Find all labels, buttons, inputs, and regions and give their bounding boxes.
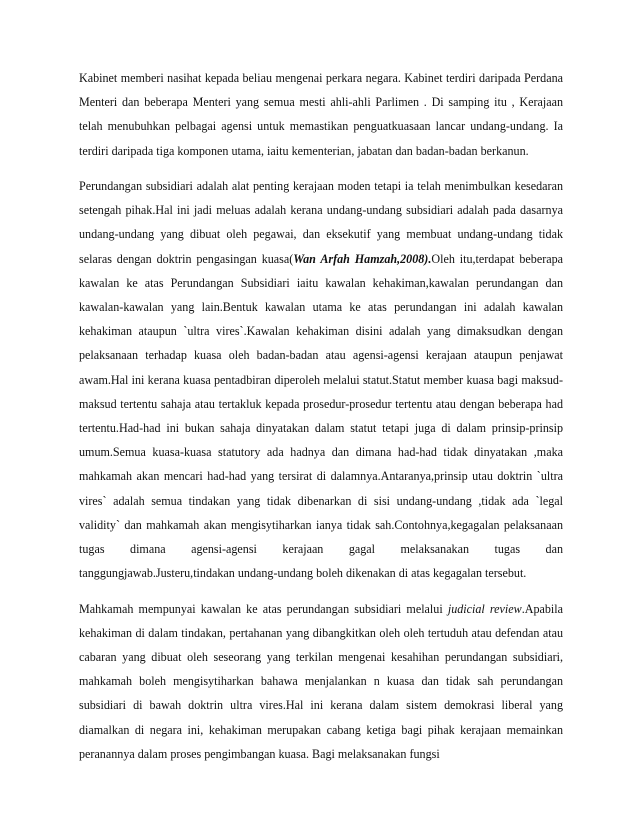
document-body xyxy=(79,66,563,766)
paragraph-text: Mahkamah mempunyai kawalan ke atas perundangan subsidiari melalui xyxy=(79,601,448,616)
paragraph-kabinet xyxy=(79,66,563,163)
paragraph-perundangan-subsidiari xyxy=(79,174,563,585)
paragraph-text: .Apabila kehakiman di dalam tindakan, pertahanan yang dibangkitkan oleh oleh tertuduh atau defendan atau cabaran yang dibuat oleh seseorang yang terkilan mengenai kesahihan perundangan subsidiari, mahkamah boleh mengisytiharkan bahawa menjalankan n kuasa dan tidak sah perundangan subsidiari di bawah doktrin ultra vires.Hal ini kerana dalam sistem demokrasi liberal yang diamalkan di negara ini, kehakiman merupakan cabang ketiga bagi pihak kerajaan memainkan peranannya dalam proses pengimbangan kuasa. Bagi melaksanakan fungsi xyxy=(79,601,564,761)
paragraph-text: Kabinet memberi nasihat kepada beliau mengenai perkara negara. Kabinet terdiri daripada Perdana Menteri dan beberapa Menteri yang semua mesti ahli-ahli Parlimen . Di samping itu , Kerajaan telah menubuhkan pelbagai agensi untuk memastikan penguatkuasaan lancar undang-undang. Ia terdiri daripada tiga komponen utama, iaitu kementerian, jabatan dan badan-badan berkanun. xyxy=(79,71,563,158)
paragraph-text: Perundangan subsidiari adalah alat penting kerajaan moden tetapi ia telah menimbulkan kesedaran setengah pihak.Hal ini jadi meluas adalah kerana undang-undang subsidiari adalah pada dasarnya undang-undang yang dibuat oleh pegawai, dan eksekutif yang membuat undang-undang tidak selaras dengan doktrin pengasingan kuasa( xyxy=(79,179,563,266)
italic-term: judicial review xyxy=(447,601,522,616)
citation: Wan Arfah Hamzah,2008). xyxy=(293,251,432,266)
paragraph-text: Oleh itu,terdapat beberapa kawalan ke atas Perundangan Subsidiari iaitu kawalan kehakiman,kawalan perundangan dan kawalan-kawalan yang lain.Bentuk kawalan utama ke atas perundangan ini adalah kawalan kehakiman ataupun `ultra vires`.Kawalan kehakiman disini adalah yang dimaksudkan dengan pelaksanaan terhadap kuasa oleh badan-badan atau agensi-agensi kerajaan ataupun penjawat awam.Hal ini kerana kuasa pentadbiran diperoleh melalui statut.Statut member kuasa bagi maksud-maksud tertentu sahaja atau tertakluk kepada prosedur-prosedur tertentu atau dengan beberapa had tertentu.Had-had ini bukan sahaja dinyatakan dalam statut tetapi juga di dalam prinsip-prinsip umum.Semua kuasa-kuasa statutory ada hadnya dan dimana had-had tidak dinyatakan ,maka mahkamah akan mencari had-had yang tersirat di dalamnya.Antaranya,prinsip utau doktrin `ultra vires` adalah semua tindakan yang tidak dibenarkan di sisi undang-undang ,tidak ada `legal validity` dan mahkamah akan mengisytiharkan ianya tidak sah.Contohnya,kegagalan pelaksanaan tugas dimana agensi-agensi kerajaan gagal melaksanakan tugas dan tanggungjawab.Justeru,tindakan undang-undang boleh dikenakan di atas kegagalan tersebut. xyxy=(79,251,563,581)
paragraph-mahkamah xyxy=(79,597,563,766)
